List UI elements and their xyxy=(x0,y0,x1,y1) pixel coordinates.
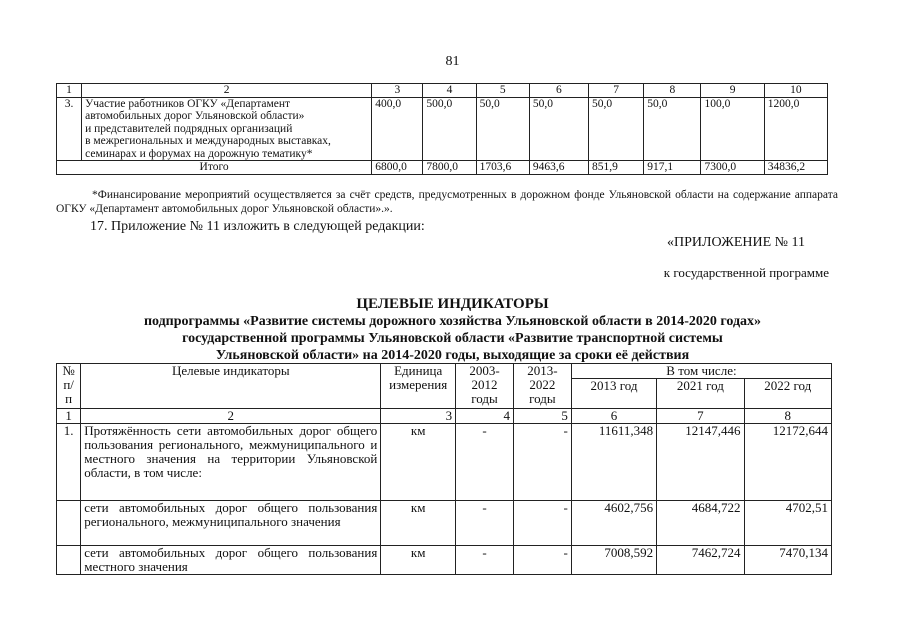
value-2021: 7462,724 xyxy=(657,546,744,575)
total-row xyxy=(57,161,828,175)
indicator-name: Протяжённость сети автомобильных дорог общего пользования регионального, межмуниципального и местного значения на территории Ульяновской области, в том числе: xyxy=(81,424,381,501)
indicators-table xyxy=(56,363,832,575)
column-number: 8 xyxy=(744,409,831,424)
column-number: 3 xyxy=(381,409,456,424)
value-2021: 12147,446 xyxy=(657,424,744,501)
value-cell: 50,0 xyxy=(529,97,588,161)
total-value: 917,1 xyxy=(644,161,701,175)
header-cell: 4 xyxy=(423,84,476,98)
indicator-name: сети автомобильных дорог общего пользования регионального, межмуниципального значения xyxy=(81,501,381,546)
header-cell: 10 xyxy=(764,84,827,98)
column-number: 4 xyxy=(456,409,514,424)
header-period2: 2013-2022 годы xyxy=(513,364,571,409)
header-cell: 9 xyxy=(701,84,764,98)
row-number xyxy=(57,501,81,546)
total-value: 6800,0 xyxy=(372,161,423,175)
table-row xyxy=(57,546,832,575)
header-2021: 2021 год xyxy=(657,379,744,409)
heading-line: подпрограммы «Развитие системы дорожного хозяйства Ульяновской области в 2014-2020 годах» xyxy=(143,314,762,329)
value-cell: 100,0 xyxy=(701,97,764,161)
value-2022: 12172,644 xyxy=(744,424,831,501)
value-2021: 4684,722 xyxy=(657,501,744,546)
value-cell: 500,0 xyxy=(423,97,476,161)
column-number: 7 xyxy=(657,409,744,424)
top-table-header xyxy=(57,84,828,98)
header-num: № п/п xyxy=(57,364,81,409)
desc-line: автомобильных дорог Ульяновской области» xyxy=(85,110,305,122)
footnote: *Финансирование мероприятий осуществляется за счёт средств, предусмотренных в дорожном фонде Ульяновской области на содержание аппарата ОГКУ «Департамент автомобильных дорог Ульяновской области».». xyxy=(56,189,838,215)
header-cell: 8 xyxy=(644,84,701,98)
total-value: 851,9 xyxy=(589,161,644,175)
period1-cell: - xyxy=(456,424,514,501)
period1-cell: - xyxy=(456,501,514,546)
value-cell: 50,0 xyxy=(589,97,644,161)
value-cell: 50,0 xyxy=(476,97,529,161)
header-2022: 2022 год xyxy=(744,379,831,409)
table-row xyxy=(57,501,832,546)
measure-description xyxy=(82,97,372,161)
header-row xyxy=(57,364,832,379)
period2-cell: - xyxy=(513,546,571,575)
header-indicator: Целевые индикаторы xyxy=(81,364,381,409)
heading-title: ЦЕЛЕВЫЕ ИНДИКАТОРЫ xyxy=(356,296,549,312)
desc-line: в межрегиональных и международных выставках, xyxy=(85,135,331,147)
value-2022: 7470,134 xyxy=(744,546,831,575)
column-number: 1 xyxy=(57,409,81,424)
value-2022: 4702,51 xyxy=(744,501,831,546)
value-2013: 7008,592 xyxy=(571,546,656,575)
value-2013: 11611,348 xyxy=(571,424,656,501)
header-cell: 7 xyxy=(589,84,644,98)
value-cell: 1200,0 xyxy=(764,97,827,161)
value-2013: 4602,756 xyxy=(571,501,656,546)
desc-line: семинарах и форумах на дорожную тематику* xyxy=(85,147,313,160)
indicator-name: сети автомобильных дорог общего пользования местного значения xyxy=(81,546,381,575)
unit-cell: км xyxy=(381,424,456,501)
page-number: 81 xyxy=(445,54,460,69)
value-cell: 400,0 xyxy=(372,97,423,161)
table-row xyxy=(57,424,832,501)
desc-line: Участие работников ОГКУ «Департамент xyxy=(85,97,291,110)
desc-line: и представителей подрядных организаций xyxy=(85,122,293,135)
period2-cell: - xyxy=(513,424,571,501)
header-including: В том числе: xyxy=(571,364,831,379)
appendix-to: к государственной программе xyxy=(663,265,829,280)
row-number: 1. xyxy=(57,424,81,501)
column-number: 6 xyxy=(571,409,656,424)
unit-cell: км xyxy=(381,501,456,546)
column-number: 2 xyxy=(81,409,381,424)
total-value: 34836,2 xyxy=(764,161,827,175)
header-cell: 5 xyxy=(476,84,529,98)
column-number: 5 xyxy=(513,409,571,424)
paragraph-17: 17. Приложение № 11 изложить в следующей редакции: xyxy=(90,219,425,234)
heading-line: Ульяновской области» на 2014-2020 годы, выходящие за сроки её действия xyxy=(215,348,690,363)
header-cell: 3 xyxy=(372,84,423,98)
heading-line: государственной программы Ульяновской области «Развитие транспортной системы xyxy=(182,331,723,346)
column-numbers-row xyxy=(57,409,832,424)
period2-cell: - xyxy=(513,501,571,546)
total-value: 9463,6 xyxy=(529,161,588,175)
header-cell: 1 xyxy=(57,84,82,98)
header-cell: 6 xyxy=(529,84,588,98)
total-label: Итого xyxy=(57,161,372,175)
top-table xyxy=(56,83,828,175)
header-2013: 2013 год xyxy=(571,379,656,409)
total-value: 1703,6 xyxy=(476,161,529,175)
total-value: 7300,0 xyxy=(701,161,764,175)
row-number: 3. xyxy=(57,97,82,161)
table-row xyxy=(57,97,828,161)
header-cell: 2 xyxy=(82,84,372,98)
value-cell: 50,0 xyxy=(644,97,701,161)
unit-cell: км xyxy=(381,546,456,575)
header-unit: Единица измерения xyxy=(381,364,456,409)
total-value: 7800,0 xyxy=(423,161,476,175)
appendix-label: «ПРИЛОЖЕНИЕ № 11 xyxy=(667,235,805,250)
header-period1: 2003-2012 годы xyxy=(456,364,514,409)
row-number xyxy=(57,546,81,575)
period1-cell: - xyxy=(456,546,514,575)
